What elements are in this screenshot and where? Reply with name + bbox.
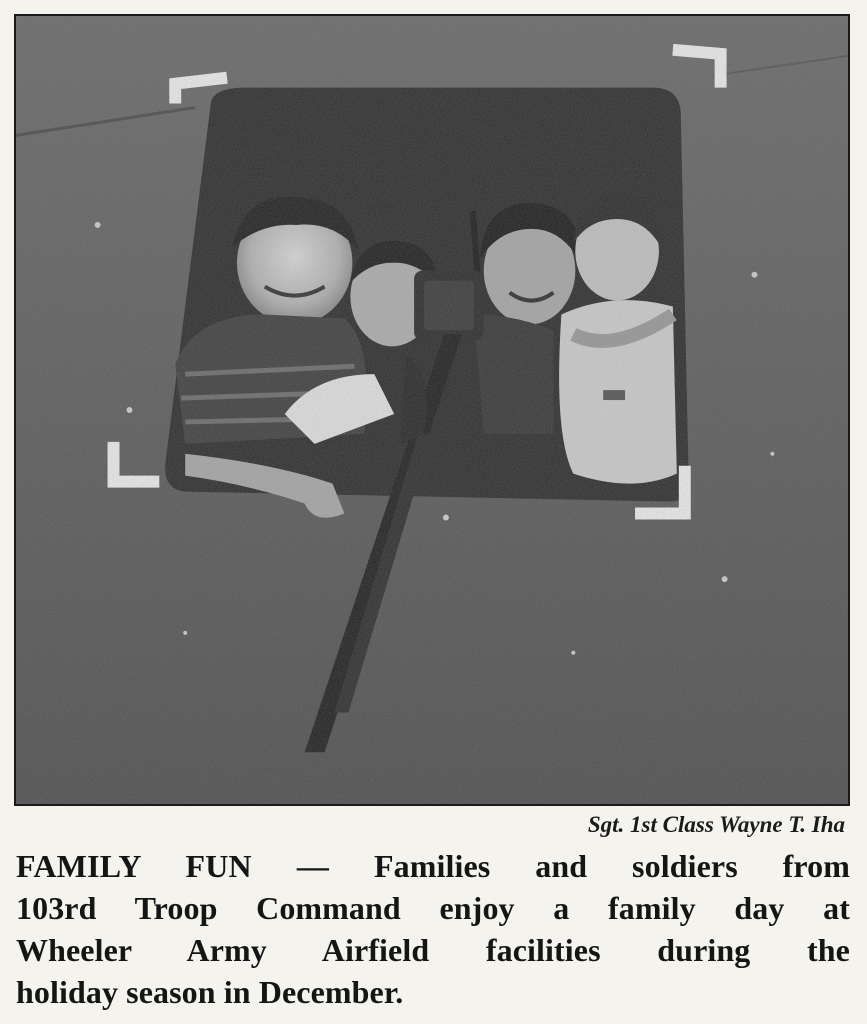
news-photograph xyxy=(14,14,850,806)
caption-line-2: 103rd Troop Command enjoy a family day at xyxy=(16,890,850,926)
caption-line-1 xyxy=(16,845,850,887)
photograph-icon xyxy=(16,16,848,804)
caption-line-4: holiday season in December. xyxy=(16,974,404,1010)
photo-caption xyxy=(16,845,850,1013)
caption-line-1-text: Families and soldiers from xyxy=(329,848,851,884)
caption-kicker: FAMILY FUN — xyxy=(16,848,330,884)
photo-credit: Sgt. 1st Class Wayne T. Iha xyxy=(587,812,845,837)
caption-line-3: Wheeler Army Airfield facilities during the xyxy=(16,932,850,968)
